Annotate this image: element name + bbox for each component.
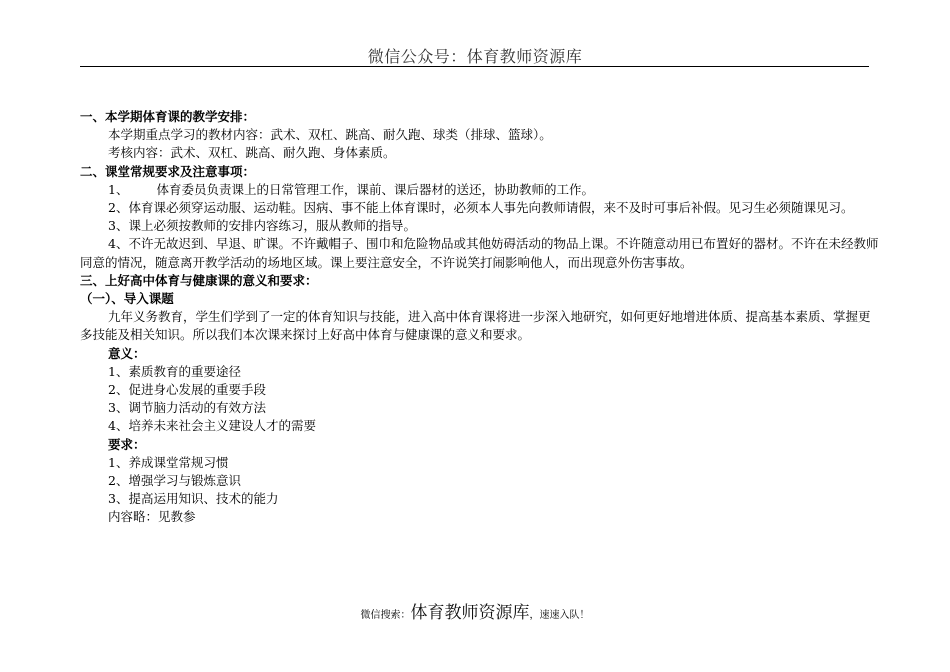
page-header-title: 微信公众号：体育教师资源库 <box>367 47 583 66</box>
meaning-item: 2、促进身心发展的重要手段 <box>108 382 266 398</box>
section-1-heading: 一、本学期体育课的教学安排： <box>80 109 256 124</box>
page-footer <box>0 598 950 623</box>
subsection-intro-heading: （一）、导入课题 <box>80 291 174 307</box>
meaning-item: 4、培养未来社会主义建设人才的需要 <box>108 418 316 434</box>
assessment-content-line: 考核内容：武术、双杠、跳高、耐久跑、身体素质。 <box>108 145 396 161</box>
header-rule <box>80 66 869 67</box>
requirement-item: 2、增强学习与锻炼意识 <box>108 473 241 489</box>
rule-1-number: 1、 <box>108 181 129 197</box>
meaning-item: 1、素质教育的重要途径 <box>108 363 241 379</box>
requirements-label: 要求： <box>108 436 146 452</box>
content-note: 内容略：见教参 <box>108 509 196 525</box>
rule-3: 3、课上必须按教师的安排内容练习，服从教师的指导。 <box>108 218 416 234</box>
teaching-content-line: 本学期重点学习的教材内容：武术、双杠、跳高、耐久跑、球类（排球、篮球）。 <box>108 127 552 143</box>
footer-brand: 体育教师资源库 <box>410 603 530 623</box>
meaning-item: 3、调节脑力活动的有效方法 <box>108 400 266 416</box>
section-3-heading: 三、上好高中体育与健康课的意义和要求： <box>80 272 318 288</box>
meaning-label: 意义： <box>108 345 146 361</box>
footer-suffix: ，速速入队！ <box>529 610 590 621</box>
rule-1 <box>80 181 880 199</box>
section-2-heading: 二、课堂常规要求及注意事项： <box>80 163 256 179</box>
intro-paragraph: 九年义务教育，学生们学到了一定的体育知识与技能，进入高中体育课将进一步深入地研究，如何更好地增进体质、提高基本素质、掌握更多技能及相关知识。所以我们本次课来探讨上好高中体育与健康课的意义和要求。 <box>80 309 871 343</box>
document-body <box>80 108 880 527</box>
rule-1-text: 体育委员负责课上的日常管理工作，课前、课后器材的送还，协助教师的工作。 <box>156 181 594 197</box>
rule-2: 2、体育课必须穿运动服、运动鞋。因病、事不能上体育课时，必须本人事先向教师请假，来不及时可事后补假。见习生必须随课见习。 <box>108 200 854 216</box>
requirement-item: 3、提高运用知识、技术的能力 <box>108 491 279 507</box>
requirement-item: 1、养成课堂常规习惯 <box>108 454 229 470</box>
rule-4: 4、不许无故迟到、早退、旷课。不许戴帽子、围巾和危险物品或其他妨碍活动的物品上课。不许随意动用已布置好的器材。不许在未经教师同意的情况，随意离开教学活动的场地区域。课上要注意安全，不许说笑打闹影响他人，而出现意外伤害事故。 <box>80 236 879 270</box>
footer-prefix: 微信搜索： <box>360 610 411 621</box>
